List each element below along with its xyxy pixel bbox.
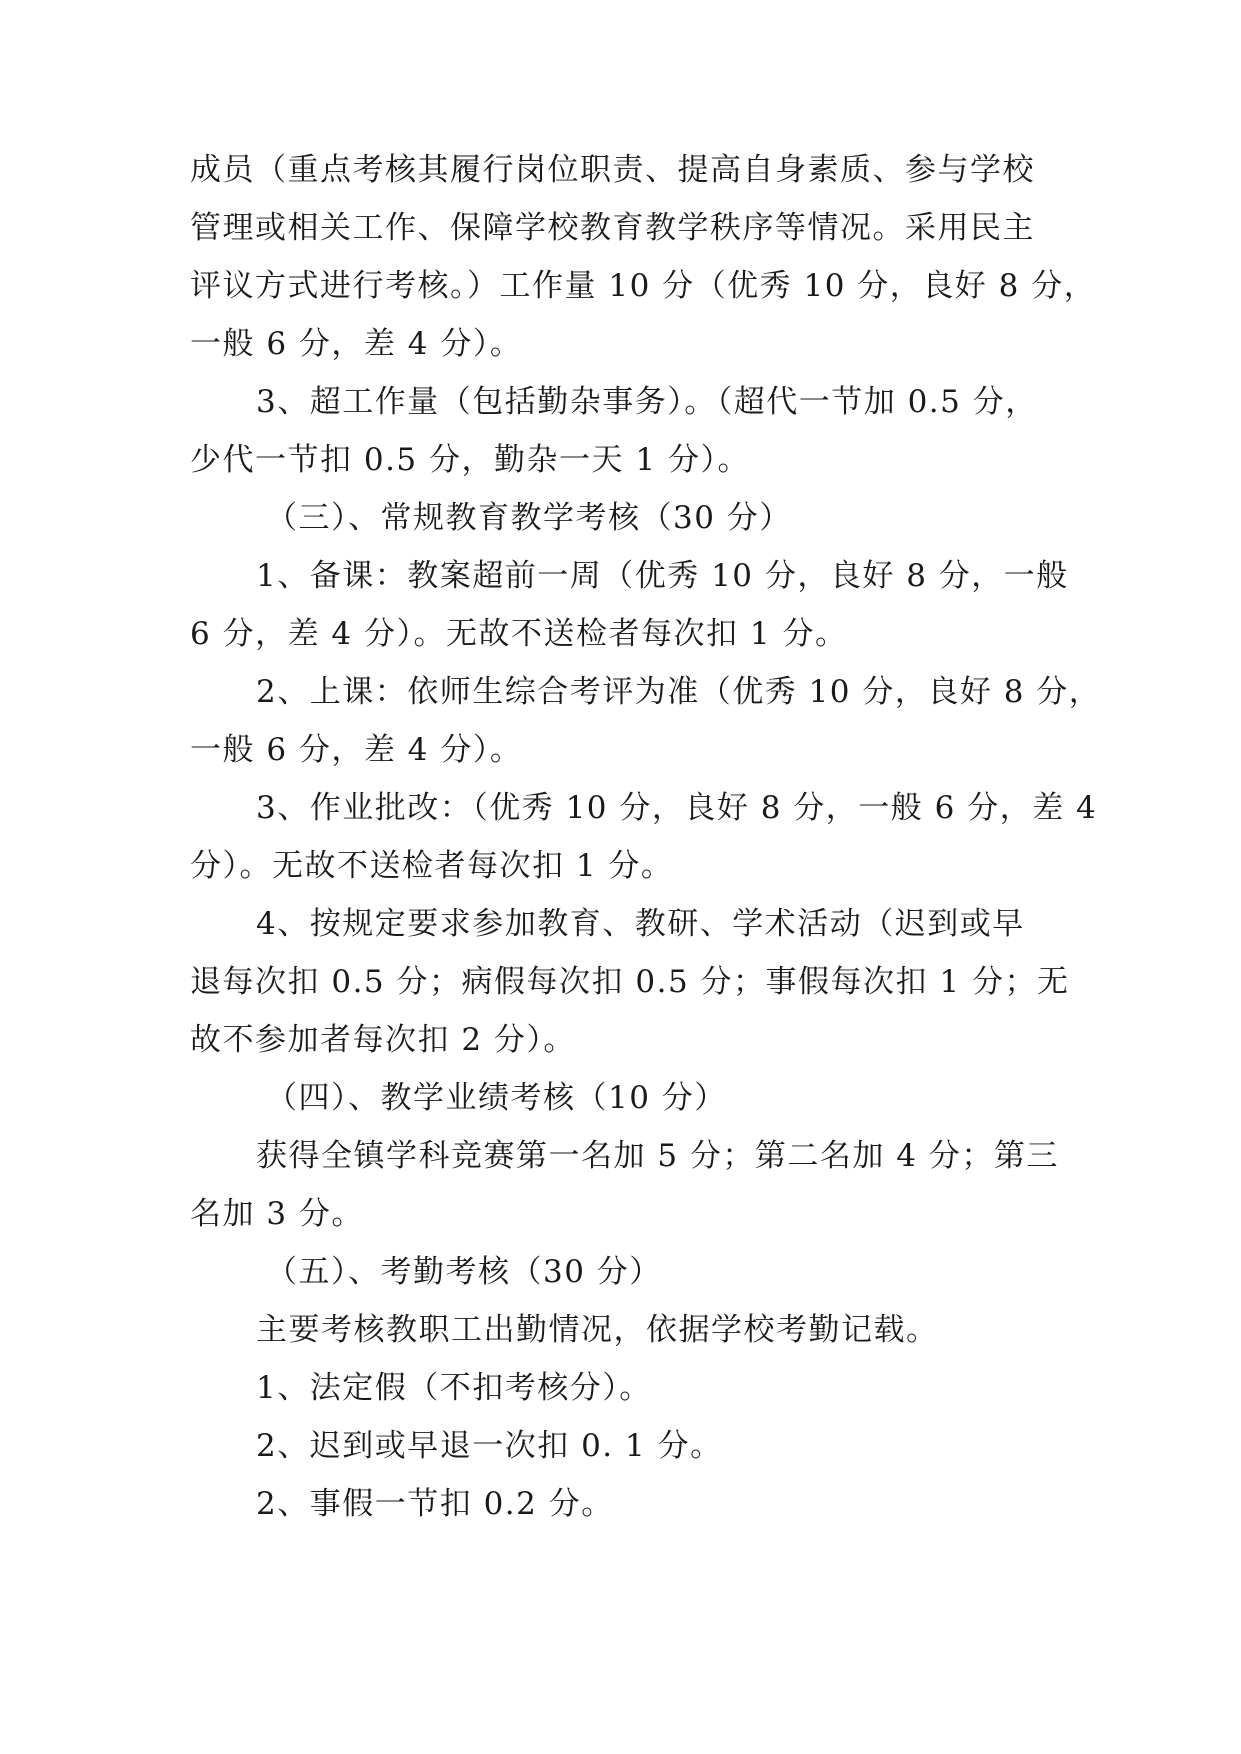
text-line: 获得全镇学科竞赛第一名加 5 分；第二名加 4 分；第三	[256, 1138, 1059, 1174]
text-line: 2、迟到或早退一次扣 0. 1 分。	[256, 1428, 723, 1464]
text-line: 评议方式进行考核。）工作量 10 分（优秀 10 分，良好 8 分，	[190, 268, 1097, 304]
text-line: 3、超工作量（包括勤杂事务）。（超代一节加 0.5 分，	[256, 384, 1038, 420]
text-line: 4、按规定要求参加教育、教研、学术活动（迟到或早	[256, 906, 1025, 942]
text-line: 一般 6 分，差 4 分）。	[190, 732, 523, 768]
text-line: 分）。无故不送检者每次扣 1 分。	[190, 848, 674, 884]
text-line: 故不参加者每次扣 2 分）。	[190, 1022, 576, 1058]
text-line: 6 分，差 4 分）。无故不送检者每次扣 1 分。	[190, 616, 848, 652]
text-line: 主要考核教职工出勤情况，依据学校考勤记载。	[256, 1312, 939, 1348]
text-line: 1、备课：教案超前一周（优秀 10 分，良好 8 分，一般	[256, 558, 1069, 594]
text-line: 退每次扣 0.5 分；病假每次扣 0.5 分；事假每次扣 1 分；无	[190, 964, 1070, 1000]
text-line: 2、事假一节扣 0.2 分。	[256, 1486, 614, 1522]
text-line: 3、作业批改：（优秀 10 分，良好 8 分，一般 6 分，差 4	[256, 790, 1098, 826]
text-line: 成员（重点考核其履行岗位职责、提高自身素质、参与学校	[190, 152, 1035, 188]
section-heading: （五）、考勤考核（30 分）	[266, 1254, 662, 1290]
text-line: 1、法定假（不扣考核分）。	[256, 1370, 652, 1406]
section-heading: （三）、常规教育教学考核（30 分）	[266, 500, 792, 536]
section-heading: （四）、教学业绩考核（10 分）	[266, 1080, 727, 1116]
text-line: 2、上课：依师生综合考评为准（优秀 10 分，良好 8 分，	[256, 674, 1102, 710]
text-line: 名加 3 分。	[190, 1196, 364, 1232]
text-line: 管理或相关工作、保障学校教育教学秩序等情况。采用民主	[190, 210, 1035, 246]
text-line: 一般 6 分，差 4 分）。	[190, 326, 523, 362]
text-line: 少代一节扣 0.5 分，勤杂一天 1 分）。	[190, 442, 750, 478]
